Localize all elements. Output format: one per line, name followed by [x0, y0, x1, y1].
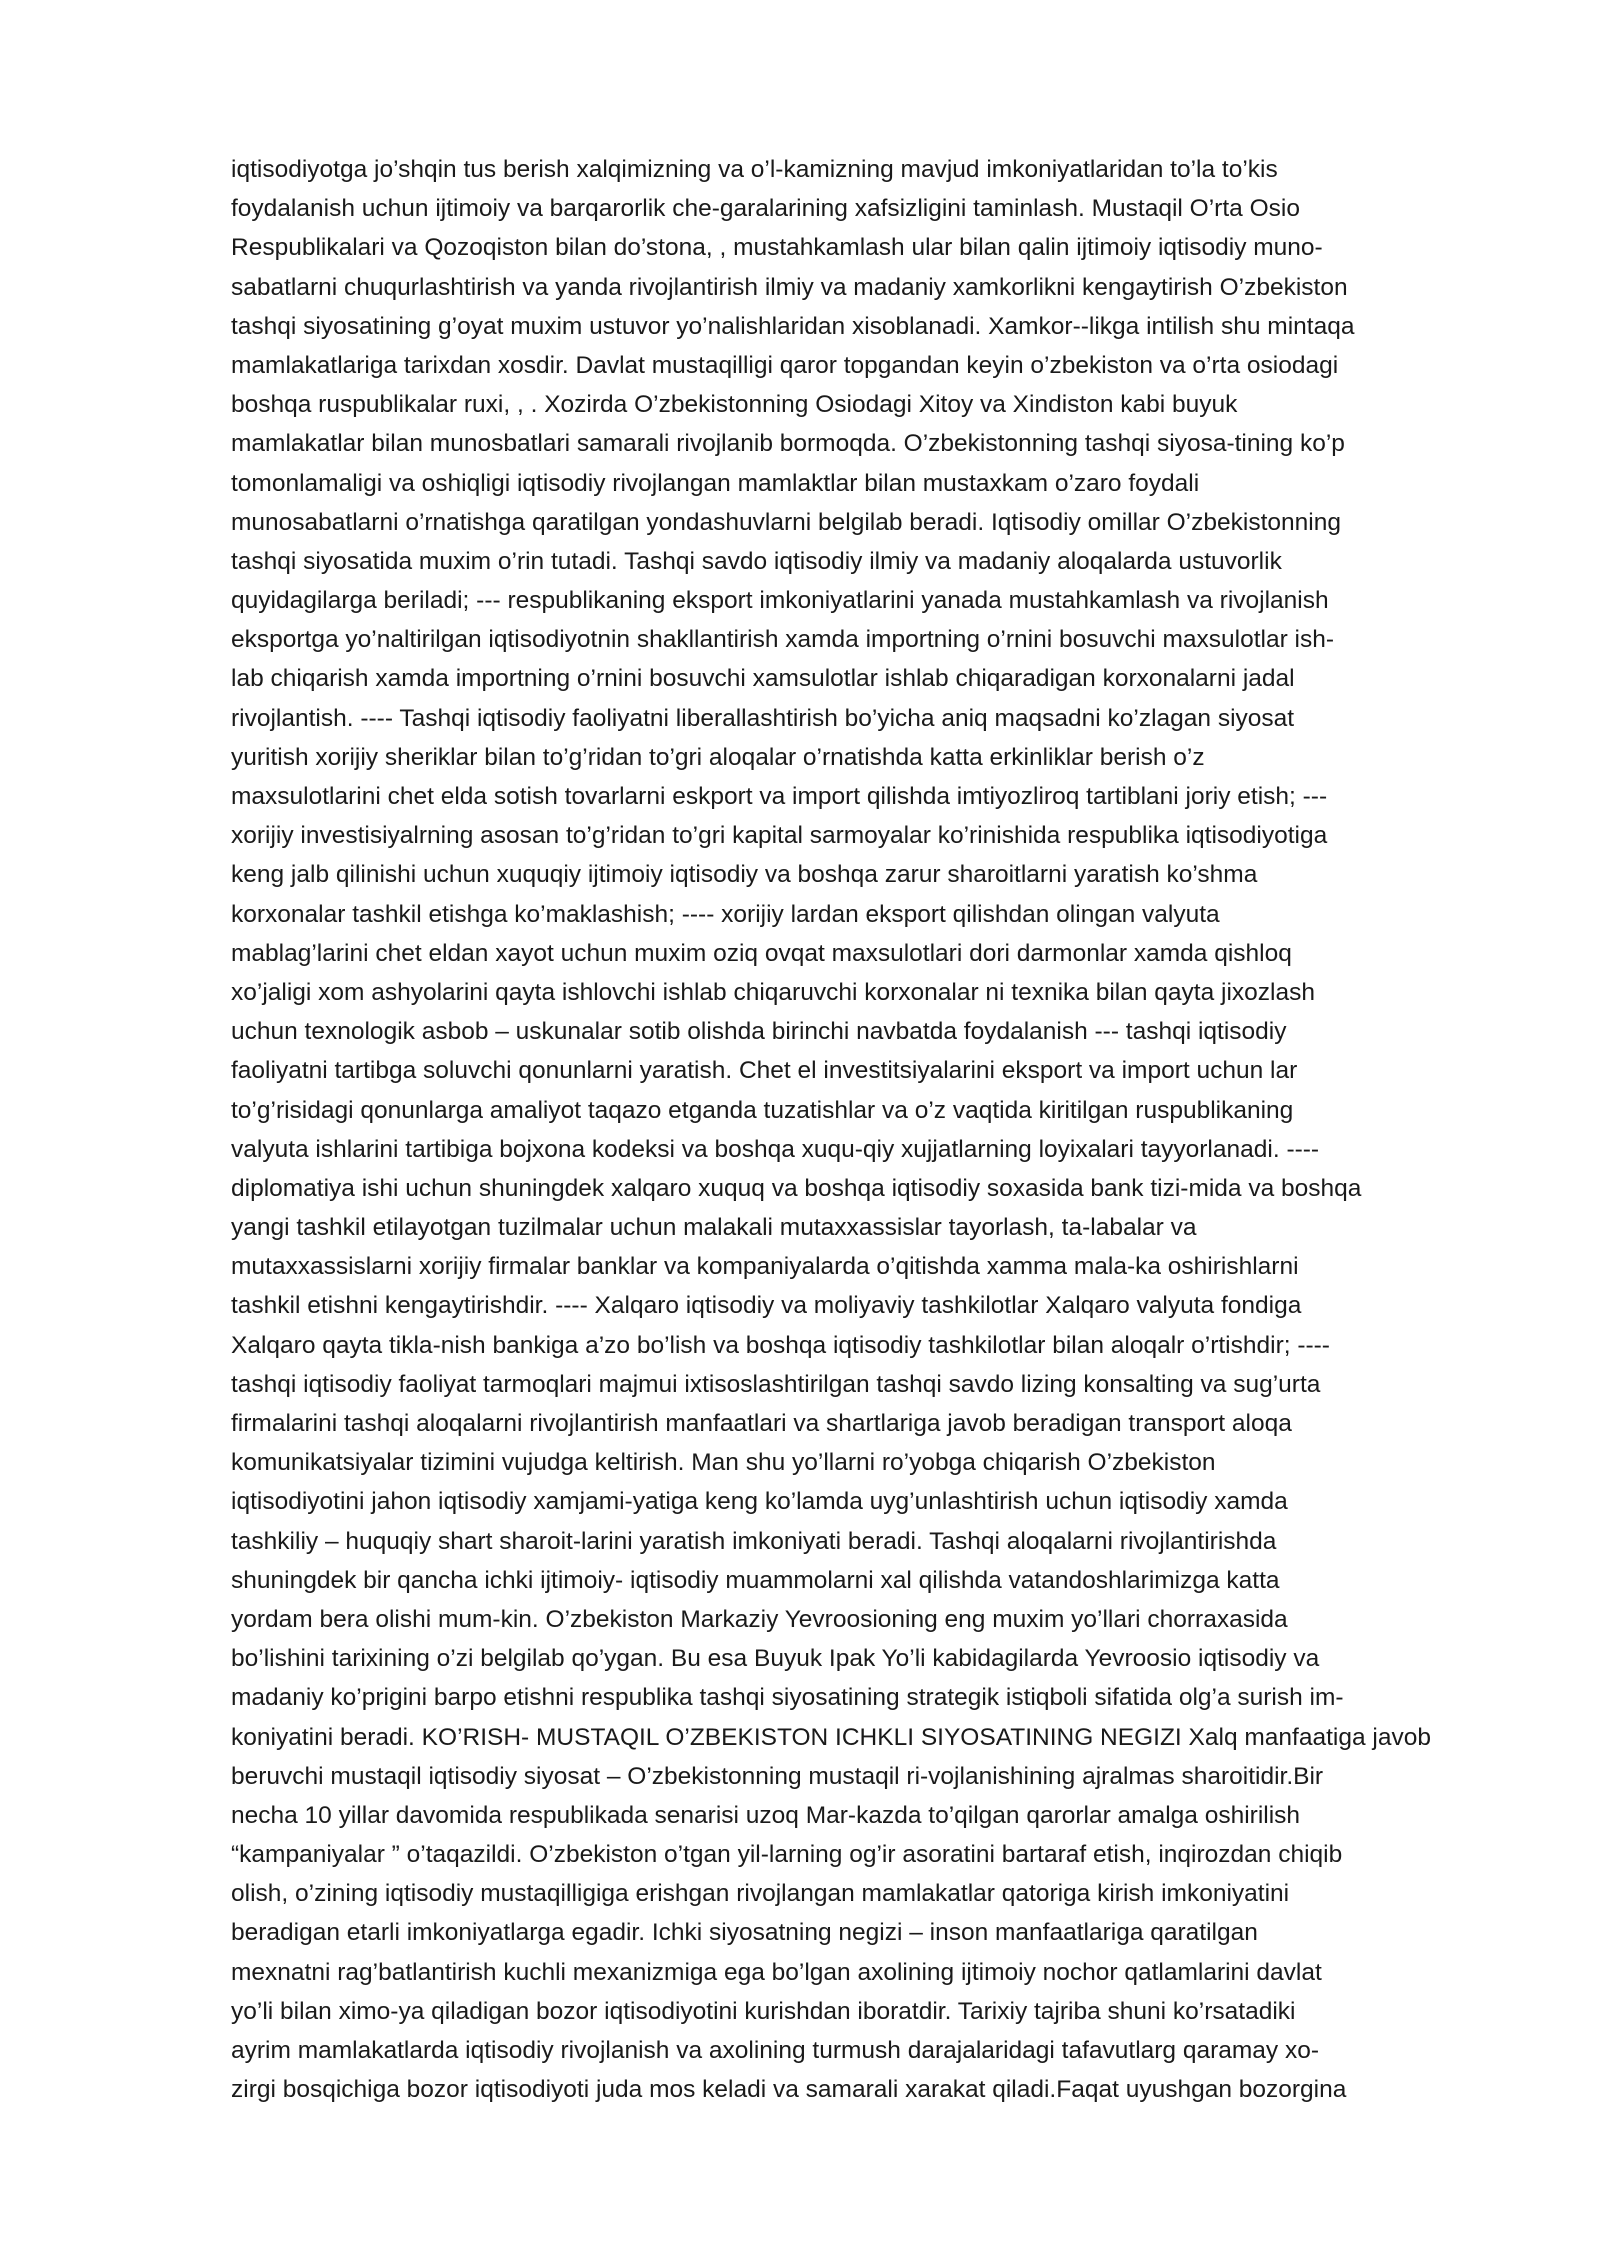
text-line: mexnatni rag’batlantirish kuchli mexanizmiga ega bo’lgan axolining ijtimoiy nochor qatlamlarini davlat: [231, 1958, 1322, 1986]
text-line: boshqa ruspublikalar ruxi, , . Xozirda O’zbekistonning Osiodagi Xitoy va Xindiston kabi buyuk: [231, 391, 1238, 419]
text-line: ayrim mamlakatlarda iqtisodiy rivojlanish va axolining turmush darajalaridagi tafavutlarg qaramay xo-: [231, 2037, 1320, 2064]
text-line: foydalanish uchun ijtimoiy va barqarorlik che-garalarining xafsizligini taminlash. Mustaqil O’rta Osio: [231, 195, 1300, 223]
text-line: tashkil etishni kengaytirishdir. ---- Xalqaro iqtisodiy va moliyaviy tashkilotlar Xalqaro valyuta fondiga: [231, 1292, 1302, 1320]
text-line: yuritish xorijiy sheriklar bilan to’g’ridan to’gri aloqalar o’rnatishda katta erkinliklar berish o’z: [231, 743, 1205, 771]
text-line: madaniy ko’prigini barpo etishni respublika tashqi siyosatining strategik istiqboli sifatida olg’a surish im-: [231, 1684, 1344, 1712]
text-line: bo’lishini tarixining o’zi belgilab qo’ygan. Bu esa Buyuk Ipak Yo’li kabidagilarda Yevroosio iqtisodiy va: [231, 1645, 1320, 1673]
text-line: mamlakatlariga tarixdan xosdir. Davlat mustaqilligi qaror topgandan keyin o’zbekiston va o’rta osiodagi: [231, 351, 1339, 379]
text-line: Xalqaro qayta tikla-nish bankiga a’zo bo’lish va boshqa iqtisodiy tashkilotlar bilan aloqalr o’rtishdir; ----: [231, 1331, 1330, 1359]
text-line: munosabatlarni o’rnatishga qaratilgan yondashuvlarni belgilab beradi. Iqtisodiy omillar O’zbekistonning: [231, 508, 1341, 536]
text-line: tashqi siyosatida muxim o’rin tutadi. Tashqi savdo iqtisodiy ilmiy va madaniy aloqalarda ustuvorlik: [231, 547, 1282, 575]
text-line: yo’li bilan ximo-ya qiladigan bozor iqtisodiyotini kurishdan iboratdir. Tarixiy tajriba shuni ko’rsatadiki: [231, 1997, 1296, 2025]
text-line: koniyatini beradi. KO’RISH- MUSTAQIL O’ZBEKISTON ICHKLI SIYOSATINING NEGIZI Xalq manfaatiga javob: [231, 1723, 1431, 1751]
text-line: diplomatiya ishi uchun shuningdek xalqaro xuquq va boshqa iqtisodiy soxasida bank tizi-mida va boshqa: [231, 1174, 1362, 1202]
text-line: shuningdek bir qancha ichki ijtimoiy- iqtisodiy muammolarni xal qilishda vatandoshlarimizga katta: [231, 1566, 1280, 1594]
text-line: faoliyatni tartibga soluvchi qonunlarni yaratish. Chet el investitsiyalarini eksport va import uchun lar: [231, 1057, 1298, 1085]
text-line: beradigan etarli imkoniyatlarga egadir. Ichki siyosatning negizi – inson manfaatlariga qaratilgan: [231, 1919, 1258, 1947]
text-line: tashkiliy – huquqiy shart sharoit-larini yaratish imkoniyati beradi. Tashqi aloqalarni rivojlantirishda: [231, 1527, 1277, 1555]
text-line: yangi tashkil etilayotgan tuzilmalar uchun malakali mutaxxassislar tayorlash, ta-labalar va: [231, 1214, 1197, 1242]
text-line: beruvchi mustaqil iqtisodiy siyosat – O’zbekistonning mustaqil ri-vojlanishining ajralmas sharoitidir.Bir: [231, 1762, 1324, 1790]
text-line: sabatlarni chuqurlashtirish va yanda rivojlantirish ilmiy va madaniy xamkorlikni kengaytirish O’zbekiston: [231, 273, 1348, 301]
text-line: Respublikalari va Qozoqiston bilan do’stona, , mustahkamlash ular bilan qalin ijtimoiy iqtisodiy muno-: [231, 234, 1323, 262]
text-line: eksportga yo’naltirilgan iqtisodiyotnin shakllantirish xamda importning o’rnini bosuvchi maxsulotlar ish-: [231, 626, 1335, 654]
text-line: mamlakatlar bilan munosbatlari samarali rivojlanib bormoqda. O’zbekistonning tashqi siyosa-tining ko’p: [231, 430, 1345, 458]
text-line: keng jalb qilinishi uchun xuquqiy ijtimoiy iqtisodiy va boshqa zarur sharoitlarni yaratish ko’shma: [231, 861, 1258, 889]
text-line: xorijiy investisiyalrning asosan to’g’ridan to’gri kapital sarmoyalar ko’rinishida respublika iqtisodiyotiga: [231, 822, 1328, 850]
text-line: korxonalar tashkil etishga ko’maklashish; ---- xorijiy lardan eksport qilishdan olingan valyuta: [231, 900, 1220, 928]
text-line: tashqi iqtisodiy faoliyat tarmoqlari majmui ixtisoslashtirilgan tashqi savdo lizing konsalting va sug’urta: [231, 1370, 1321, 1398]
text-line: valyuta ishlarini tartibiga bojxona kodeksi va boshqa xuqu-qiy xujjatlarning loyixalari tayyorlanadi. ----: [231, 1135, 1320, 1163]
text-line: olish, o’zining iqtisodiy mustaqilligiga erishgan rivojlangan mamlakatlar qatoriga kirish imkoniyatini: [231, 1880, 1290, 1908]
text-line: mutaxxassislarni xorijiy firmalar banklar va kompaniyalarda o’qitishda xamma mala-ka oshirishlarni: [231, 1253, 1299, 1281]
text-line: lab chiqarish xamda importning o’rnini bosuvchi xamsulotlar ishlab chiqaradigan korxonalarni jadal: [231, 665, 1295, 693]
text-line: iqtisodiyotini jahon iqtisodiy xamjami-yatiga keng ko’lamda uyg’unlashtirish uchun iqtisodiy xamda: [231, 1488, 1288, 1516]
text-line: iqtisodiyotga jo’shqin tus berish xalqimizning va o’l-kamizning mavjud imkoniyatlaridan to’la to’kis: [231, 156, 1278, 183]
text-line: tashqi siyosatining g’oyat muxim ustuvor yo’nalishlaridan xisoblanadi. Xamkor--likga intilish shu mintaqa: [231, 312, 1355, 340]
text-line: mablag’larini chet eldan xayot uchun muxim oziq ovqat maxsulotlari dori darmonlar xamda qishloq: [231, 939, 1292, 967]
text-line: tomonlamaligi va oshiqligi iqtisodiy rivojlangan mamlaktlar bilan mustaxkam o’zaro foydali: [231, 469, 1200, 497]
text-line: uchun texnologik asbob – uskunalar sotib olishda birinchi navbatda foydalanish --- tashqi iqtisodiy: [231, 1018, 1287, 1046]
text-line: komunikatsiyalar tizimini vujudga keltirish. Man shu yo’llarni ro’yobga chiqarish O’zbekiston: [231, 1449, 1216, 1477]
text-line: quyidagilarga beriladi; --- respublikaning eksport imkoniyatlarini yanada mustahkamlash va rivojlanish: [231, 587, 1329, 615]
text-line: firmalarini tashqi aloqalarni rivojlantirish manfaatlari va shartlariga javob beradigan transport aloqa: [231, 1410, 1292, 1437]
text-line: “kampaniyalar ” o’taqazildi. O’zbekiston o’tgan yil-larning og’ir asoratini bartaraf etish, inqirozdan chiqib: [231, 1841, 1343, 1869]
text-line: rivojlantish. ---- Tashqi iqtisodiy faoliyatni liberallashtirish bo’yicha aniq maqsadni ko’zlagan siyosat: [231, 704, 1295, 732]
text-line: maxsulotlarini chet elda sotish tovarlarni eskport va import qilishda imtiyozliroq tartiblani joriy etish; ---: [231, 783, 1328, 810]
text-line: to’g’risidagi qonunlarga amaliyot taqazo etganda tuzatishlar va o’z vaqtida kiritilgan ruspublikaning: [231, 1096, 1294, 1124]
text-line: yordam bera olishi mum-kin. O’zbekiston Markaziy Yevroosioning eng muxim yo’llari chorraxasida: [231, 1605, 1288, 1633]
text-line: necha 10 yillar davomida respublikada senarisi uzoq Mar-kazda to’qilgan qarorlar amalga oshirilish: [231, 1801, 1301, 1829]
body-text: [231, 150, 1491, 2109]
text-line: zirgi bosqichiga bozor iqtisodiyoti juda mos keladi va samarali xarakat qiladi.Faqat uyushgan bozorgina: [231, 2076, 1347, 2104]
text-line: xo’jaligi xom ashyolarini qayta ishlovchi ishlab chiqaruvchi korxonalar ni texnika bilan qayta jixozlash: [231, 978, 1315, 1006]
